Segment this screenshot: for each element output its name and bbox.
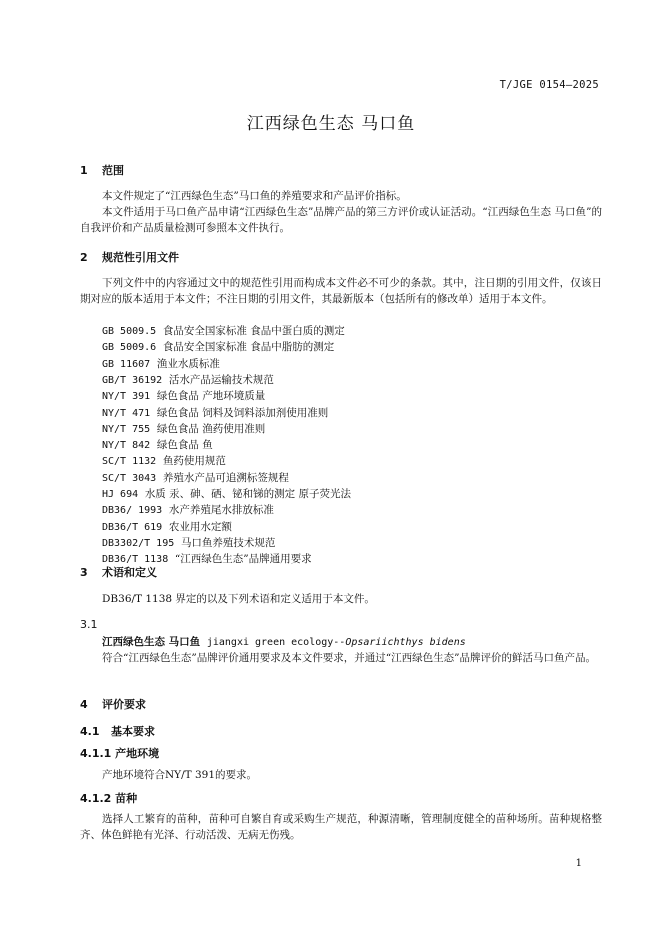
section-4-1-number: 4.1 — [80, 725, 100, 738]
reference-item — [102, 470, 289, 485]
term-3-1-number: 3.1 — [80, 618, 98, 631]
term-scientific-name: Opsariichthys bidens — [345, 637, 466, 648]
section-2-heading — [80, 249, 179, 265]
term-chinese-name: 江西绿色生态 马口鱼 — [102, 636, 201, 648]
reference-code: NY/T 842 — [102, 440, 151, 452]
section-3-heading — [80, 564, 157, 580]
section-4-number: 4 — [80, 698, 88, 711]
section-1-number: 1 — [80, 164, 88, 177]
reference-name: 水质 汞、砷、硒、铋和锑的测定 原子荧光法 — [144, 488, 351, 500]
section-2-title: 规范性引用文件 — [102, 251, 179, 264]
section-2-number: 2 — [80, 251, 88, 264]
reference-code: DB36/T 1138 — [102, 554, 169, 566]
section-4-1-1-heading — [80, 745, 159, 761]
section-3-intro: DB36/T 1138 界定的以及下列术语和定义适用于本文件。 — [102, 593, 375, 605]
section-1-heading — [80, 162, 124, 178]
reference-item — [102, 453, 226, 468]
section-1-para-2: 本文件适用于马口鱼产品申请“江西绿色生态”品牌产品的第三方评价或认证活动。“江西绿色生态 马口鱼”的自我评价和产品质量检测可参照本文件执行。 — [80, 206, 602, 234]
reference-name: 渔业水质标准 — [156, 357, 220, 370]
reference-name: 鱼药使用规范 — [162, 455, 226, 468]
reference-code: SC/T 3043 — [102, 472, 157, 484]
reference-item — [102, 519, 232, 534]
reference-code: DB36/T 619 — [102, 521, 163, 533]
standard-code: T/JGE 0154—2025 — [499, 79, 599, 91]
term-3-1-line — [102, 634, 466, 649]
section-3-title: 术语和定义 — [102, 566, 157, 579]
section-4-1-1-title: 产地环境 — [115, 747, 160, 760]
reference-code: GB 11607 — [102, 358, 151, 370]
reference-code: GB/T 36192 — [102, 374, 163, 386]
reference-name: “江西绿色生态”品牌通用要求 — [174, 553, 312, 566]
reference-code: NY/T 471 — [102, 407, 151, 419]
reference-item — [102, 405, 328, 420]
reference-item — [102, 323, 345, 338]
reference-item — [102, 372, 274, 387]
reference-code: NY/T 391 — [102, 391, 151, 403]
reference-code: GB 5009.5 — [102, 326, 157, 337]
reference-name: 马口鱼养殖技术规范 — [180, 536, 276, 549]
reference-name: 绿色食品 饲料及饲料添加剂使用准则 — [156, 406, 329, 419]
reference-name: 活水产品运输技术规范 — [168, 373, 274, 386]
section-4-1-1-number: 4.1.1 — [80, 747, 112, 760]
reference-code: SC/T 1132 — [102, 456, 157, 468]
reference-item — [102, 486, 351, 501]
reference-item — [102, 339, 334, 354]
reference-name: 食品安全国家标准 食品中脂肪的测定 — [162, 341, 335, 354]
reference-name: 绿色食品 鱼 — [156, 439, 213, 452]
reference-item — [102, 502, 274, 517]
reference-name: 绿色食品 产地环境质量 — [156, 390, 266, 403]
reference-code: HJ 694 — [102, 489, 139, 500]
section-4-heading — [80, 696, 146, 712]
term-english-name: jiangxi green ecology-- — [206, 637, 346, 648]
section-1-para-1: 本文件规定了“江西绿色生态”马口鱼的养殖要求和产品评价指标。 — [102, 190, 407, 202]
page-number: 1 — [575, 858, 582, 869]
reference-name: 水产养殖尾水排放标准 — [168, 504, 274, 517]
reference-name: 养殖水产品可追溯标签规程 — [162, 471, 289, 484]
section-1-title: 范围 — [102, 164, 124, 177]
section-4-1-title: 基本要求 — [111, 725, 155, 738]
reference-code: NY/T 755 — [102, 423, 151, 435]
reference-code: DB36/ 1993 — [102, 505, 163, 517]
reference-item — [102, 437, 213, 452]
reference-name: 绿色食品 渔药使用准则 — [156, 422, 266, 435]
reference-item — [102, 388, 265, 403]
document-title: 江西绿色生态 马口鱼 — [246, 114, 416, 134]
term-3-1-definition: 符合“江西绿色生态”品牌评价通用要求及本文件要求，并通过“江西绿色生态”品牌评价的鲜活马口鱼产品。 — [102, 652, 596, 664]
section-4-1-2-number: 4.1.2 — [80, 792, 112, 805]
reference-item — [102, 535, 275, 550]
section-2-intro: 下列文件中的内容通过文中的规范性引用而构成本文件必不可少的条款。其中，注日期的引用文件，仅该日期对应的版本适用于本文件；不注日期的引用文件，其最新版本（包括所有的修改单）适用于本文件。 — [80, 277, 602, 305]
reference-code: GB 5009.6 — [102, 342, 157, 354]
section-4-1-2-title: 苗种 — [115, 792, 138, 805]
section-4-1-1-text: 产地环境符合NY/T 391的要求。 — [102, 769, 258, 781]
reference-name: 农业用水定额 — [168, 520, 232, 533]
reference-item — [102, 356, 220, 371]
section-4-1-2-text: 选择人工繁育的苗种，苗种可自繁自育或采购生产规范，种源清晰，管理制度健全的苗种场所。苗种规格整齐、体色鲜艳有光泽、行动活泼、无病无伤残。 — [80, 813, 602, 841]
section-3-number: 3 — [80, 566, 88, 579]
reference-code: DB3302/T 195 — [102, 537, 175, 549]
section-4-1-heading — [80, 723, 155, 739]
section-4-title: 评价要求 — [102, 698, 146, 711]
reference-name: 食品安全国家标准 食品中蛋白质的测定 — [162, 325, 345, 337]
section-4-1-2-heading — [80, 790, 137, 806]
reference-item — [102, 421, 265, 436]
